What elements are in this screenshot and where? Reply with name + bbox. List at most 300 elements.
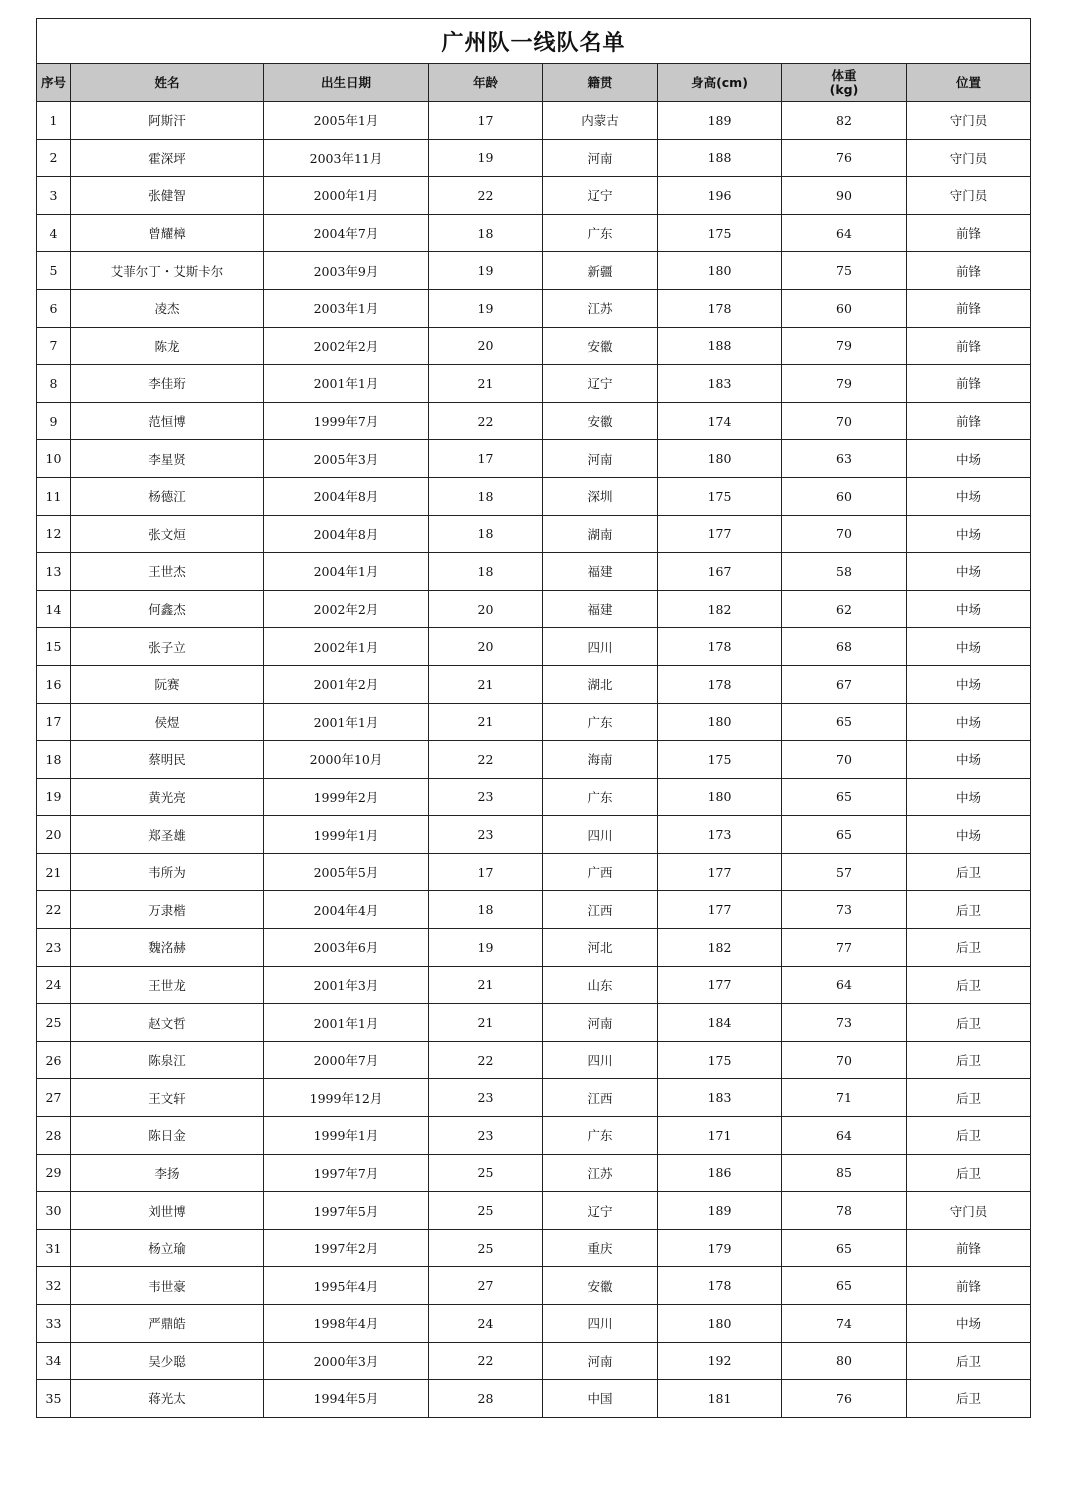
cell-height: 188 [658,139,782,177]
cell-position: 中场 [907,477,1031,515]
cell-name: 黄光亮 [71,778,264,816]
col-header-weight [782,64,907,102]
cell-weight: 74 [782,1305,907,1343]
cell-index: 33 [37,1305,71,1343]
cell-weight: 70 [782,515,907,553]
cell-hometown: 新疆 [543,252,658,290]
cell-name: 阮赛 [71,665,264,703]
cell-index: 5 [37,252,71,290]
table-row [37,1004,1031,1042]
cell-age: 25 [429,1229,543,1267]
cell-position: 中场 [907,778,1031,816]
table-row [37,590,1031,628]
cell-index: 4 [37,214,71,252]
cell-weight: 90 [782,177,907,215]
roster-table [36,18,1031,1418]
cell-index: 23 [37,929,71,967]
cell-position: 中场 [907,440,1031,478]
cell-birthdate: 1997年7月 [264,1154,429,1192]
cell-weight: 76 [782,139,907,177]
cell-hometown: 广西 [543,853,658,891]
cell-height: 178 [658,628,782,666]
cell-position: 后卫 [907,929,1031,967]
cell-birthdate: 2001年1月 [264,365,429,403]
cell-index: 30 [37,1192,71,1230]
cell-age: 18 [429,891,543,929]
cell-name: 严鼎皓 [71,1305,264,1343]
cell-age: 24 [429,1305,543,1343]
table-row [37,402,1031,440]
cell-name: 阿斯汗 [71,102,264,140]
cell-hometown: 福建 [543,553,658,591]
cell-weight: 65 [782,816,907,854]
cell-age: 22 [429,402,543,440]
cell-position: 中场 [907,816,1031,854]
cell-index: 26 [37,1041,71,1079]
cell-position: 中场 [907,553,1031,591]
cell-height: 181 [658,1380,782,1418]
cell-name: 刘世博 [71,1192,264,1230]
cell-weight: 57 [782,853,907,891]
cell-weight: 67 [782,665,907,703]
cell-weight: 71 [782,1079,907,1117]
cell-name: 杨立瑜 [71,1229,264,1267]
cell-position: 前锋 [907,1267,1031,1305]
cell-position: 前锋 [907,289,1031,327]
cell-age: 21 [429,1004,543,1042]
cell-index: 12 [37,515,71,553]
cell-weight: 77 [782,929,907,967]
cell-position: 中场 [907,515,1031,553]
cell-name: 万隶楷 [71,891,264,929]
col-header-weight-line2: (kg) [829,81,859,97]
cell-hometown: 湖南 [543,515,658,553]
cell-index: 20 [37,816,71,854]
cell-index: 14 [37,590,71,628]
cell-hometown: 广东 [543,778,658,816]
table-row [37,1041,1031,1079]
cell-weight: 75 [782,252,907,290]
cell-hometown: 山东 [543,966,658,1004]
cell-weight: 70 [782,741,907,779]
table-row [37,1229,1031,1267]
cell-height: 183 [658,1079,782,1117]
cell-weight: 73 [782,891,907,929]
col-header-weight-line1: 体重 [831,67,857,83]
cell-age: 20 [429,590,543,628]
cell-hometown: 四川 [543,816,658,854]
cell-height: 183 [658,365,782,403]
cell-age: 21 [429,365,543,403]
cell-name: 李佳珩 [71,365,264,403]
cell-weight: 76 [782,1380,907,1418]
cell-weight: 60 [782,289,907,327]
cell-hometown: 内蒙古 [543,102,658,140]
col-header-birthdate: 出生日期 [264,64,429,102]
cell-index: 25 [37,1004,71,1042]
cell-weight: 73 [782,1004,907,1042]
cell-position: 前锋 [907,252,1031,290]
cell-hometown: 河南 [543,1004,658,1042]
cell-name: 郑圣雄 [71,816,264,854]
cell-birthdate: 1997年2月 [264,1229,429,1267]
table-row [37,665,1031,703]
cell-age: 17 [429,853,543,891]
cell-height: 173 [658,816,782,854]
cell-height: 180 [658,440,782,478]
cell-age: 19 [429,289,543,327]
cell-birthdate: 2003年11月 [264,139,429,177]
cell-hometown: 四川 [543,1041,658,1079]
cell-weight: 65 [782,778,907,816]
cell-position: 后卫 [907,853,1031,891]
cell-birthdate: 2001年1月 [264,1004,429,1042]
cell-height: 182 [658,929,782,967]
cell-position: 后卫 [907,1079,1031,1117]
cell-name: 张子立 [71,628,264,666]
cell-age: 18 [429,553,543,591]
cell-index: 21 [37,853,71,891]
table-row [37,177,1031,215]
table-row [37,440,1031,478]
cell-height: 178 [658,1267,782,1305]
cell-position: 后卫 [907,1004,1031,1042]
cell-weight: 64 [782,214,907,252]
table-row [37,1267,1031,1305]
table-row [37,778,1031,816]
cell-birthdate: 1994年5月 [264,1380,429,1418]
col-header-index: 序号 [37,64,71,102]
table-row [37,477,1031,515]
table-row [37,553,1031,591]
cell-index: 1 [37,102,71,140]
cell-hometown: 辽宁 [543,365,658,403]
cell-hometown: 辽宁 [543,1192,658,1230]
cell-index: 35 [37,1380,71,1418]
cell-position: 后卫 [907,1154,1031,1192]
cell-name: 霍深坪 [71,139,264,177]
cell-index: 2 [37,139,71,177]
table-row [37,816,1031,854]
cell-weight: 82 [782,102,907,140]
cell-index: 8 [37,365,71,403]
cell-age: 19 [429,139,543,177]
cell-position: 守门员 [907,102,1031,140]
cell-height: 175 [658,1041,782,1079]
cell-position: 后卫 [907,966,1031,1004]
cell-hometown: 广东 [543,703,658,741]
cell-age: 20 [429,327,543,365]
cell-weight: 58 [782,553,907,591]
cell-position: 前锋 [907,402,1031,440]
cell-age: 23 [429,816,543,854]
cell-height: 189 [658,1192,782,1230]
cell-hometown: 河南 [543,440,658,478]
col-header-age: 年龄 [429,64,543,102]
cell-hometown: 辽宁 [543,177,658,215]
cell-weight: 64 [782,966,907,1004]
cell-index: 28 [37,1117,71,1155]
cell-position: 中场 [907,590,1031,628]
cell-height: 174 [658,402,782,440]
table-row [37,1154,1031,1192]
table-row [37,515,1031,553]
cell-index: 9 [37,402,71,440]
table-row [37,1079,1031,1117]
cell-birthdate: 1999年1月 [264,816,429,854]
cell-position: 中场 [907,1305,1031,1343]
cell-age: 18 [429,214,543,252]
cell-name: 蒋光太 [71,1380,264,1418]
cell-birthdate: 2002年1月 [264,628,429,666]
cell-index: 34 [37,1342,71,1380]
cell-name: 凌杰 [71,289,264,327]
table-row [37,853,1031,891]
cell-height: 171 [658,1117,782,1155]
table-body [37,102,1031,1418]
cell-weight: 80 [782,1342,907,1380]
cell-position: 后卫 [907,1041,1031,1079]
cell-position: 守门员 [907,139,1031,177]
cell-birthdate: 2000年3月 [264,1342,429,1380]
cell-height: 182 [658,590,782,628]
cell-age: 23 [429,1117,543,1155]
header-row [37,64,1031,102]
cell-index: 24 [37,966,71,1004]
cell-age: 28 [429,1380,543,1418]
cell-weight: 65 [782,1229,907,1267]
cell-name: 王文轩 [71,1079,264,1117]
cell-name: 赵文哲 [71,1004,264,1042]
cell-birthdate: 2004年4月 [264,891,429,929]
cell-hometown: 四川 [543,1305,658,1343]
cell-hometown: 深圳 [543,477,658,515]
cell-index: 15 [37,628,71,666]
cell-height: 178 [658,289,782,327]
cell-height: 177 [658,966,782,1004]
cell-birthdate: 1995年4月 [264,1267,429,1305]
table-row [37,1380,1031,1418]
cell-position: 前锋 [907,214,1031,252]
cell-weight: 60 [782,477,907,515]
cell-index: 32 [37,1267,71,1305]
cell-age: 17 [429,102,543,140]
cell-weight: 85 [782,1154,907,1192]
cell-height: 180 [658,252,782,290]
cell-birthdate: 2000年1月 [264,177,429,215]
cell-position: 前锋 [907,327,1031,365]
cell-name: 王世杰 [71,553,264,591]
table-row [37,365,1031,403]
cell-age: 18 [429,477,543,515]
cell-weight: 79 [782,327,907,365]
table-row [37,1342,1031,1380]
cell-height: 175 [658,477,782,515]
cell-hometown: 江西 [543,891,658,929]
cell-hometown: 广东 [543,1117,658,1155]
cell-position: 后卫 [907,1380,1031,1418]
cell-index: 11 [37,477,71,515]
table-row [37,929,1031,967]
cell-name: 韦世豪 [71,1267,264,1305]
cell-weight: 78 [782,1192,907,1230]
cell-hometown: 安徽 [543,327,658,365]
cell-hometown: 河南 [543,139,658,177]
cell-age: 25 [429,1192,543,1230]
cell-height: 180 [658,1305,782,1343]
table-row [37,741,1031,779]
cell-weight: 64 [782,1117,907,1155]
cell-age: 27 [429,1267,543,1305]
cell-index: 10 [37,440,71,478]
cell-birthdate: 2005年1月 [264,102,429,140]
col-header-name: 姓名 [71,64,264,102]
cell-age: 19 [429,929,543,967]
cell-hometown: 江苏 [543,289,658,327]
cell-index: 17 [37,703,71,741]
table-row [37,891,1031,929]
cell-height: 186 [658,1154,782,1192]
col-header-hometown: 籍贯 [543,64,658,102]
cell-birthdate: 1999年1月 [264,1117,429,1155]
cell-age: 23 [429,1079,543,1117]
table-row [37,252,1031,290]
cell-birthdate: 2004年1月 [264,553,429,591]
cell-name: 陈日金 [71,1117,264,1155]
cell-age: 18 [429,515,543,553]
cell-weight: 65 [782,703,907,741]
cell-weight: 68 [782,628,907,666]
cell-birthdate: 2005年5月 [264,853,429,891]
table-row [37,102,1031,140]
cell-hometown: 重庆 [543,1229,658,1267]
cell-hometown: 福建 [543,590,658,628]
cell-height: 192 [658,1342,782,1380]
cell-hometown: 安徽 [543,402,658,440]
cell-age: 19 [429,252,543,290]
cell-birthdate: 2002年2月 [264,590,429,628]
cell-age: 23 [429,778,543,816]
cell-height: 177 [658,515,782,553]
cell-age: 20 [429,628,543,666]
cell-position: 中场 [907,628,1031,666]
cell-height: 167 [658,553,782,591]
cell-height: 175 [658,741,782,779]
cell-index: 3 [37,177,71,215]
cell-birthdate: 2001年1月 [264,703,429,741]
cell-birthdate: 2000年7月 [264,1041,429,1079]
cell-name: 李扬 [71,1154,264,1192]
cell-height: 179 [658,1229,782,1267]
cell-age: 22 [429,177,543,215]
cell-position: 后卫 [907,1117,1031,1155]
cell-name: 蔡明民 [71,741,264,779]
table-row [37,966,1031,1004]
cell-index: 19 [37,778,71,816]
cell-birthdate: 1999年7月 [264,402,429,440]
cell-age: 17 [429,440,543,478]
cell-index: 18 [37,741,71,779]
cell-name: 艾菲尔丁・艾斯卡尔 [71,252,264,290]
cell-index: 6 [37,289,71,327]
cell-age: 25 [429,1154,543,1192]
table-row [37,1305,1031,1343]
cell-position: 守门员 [907,177,1031,215]
sheet-title: 广州队一线队名单 [37,19,1031,64]
cell-height: 180 [658,703,782,741]
cell-weight: 79 [782,365,907,403]
cell-height: 180 [658,778,782,816]
cell-age: 21 [429,966,543,1004]
cell-birthdate: 1997年5月 [264,1192,429,1230]
cell-position: 中场 [907,741,1031,779]
cell-hometown: 中国 [543,1380,658,1418]
table-row [37,628,1031,666]
cell-birthdate: 2004年8月 [264,477,429,515]
cell-name: 魏洺赫 [71,929,264,967]
cell-index: 16 [37,665,71,703]
cell-hometown: 江西 [543,1079,658,1117]
col-header-height: 身高(cm) [658,64,782,102]
cell-name: 陈龙 [71,327,264,365]
cell-height: 189 [658,102,782,140]
cell-birthdate: 2000年10月 [264,741,429,779]
cell-hometown: 广东 [543,214,658,252]
cell-weight: 70 [782,1041,907,1079]
cell-birthdate: 1999年2月 [264,778,429,816]
cell-age: 22 [429,1041,543,1079]
cell-birthdate: 2001年3月 [264,966,429,1004]
cell-birthdate: 2001年2月 [264,665,429,703]
cell-index: 29 [37,1154,71,1192]
cell-index: 31 [37,1229,71,1267]
cell-age: 22 [429,1342,543,1380]
cell-name: 张文烜 [71,515,264,553]
table-row [37,1192,1031,1230]
cell-height: 196 [658,177,782,215]
cell-birthdate: 2003年1月 [264,289,429,327]
table-row [37,139,1031,177]
cell-weight: 63 [782,440,907,478]
cell-index: 27 [37,1079,71,1117]
cell-position: 中场 [907,665,1031,703]
cell-name: 何鑫杰 [71,590,264,628]
cell-hometown: 河北 [543,929,658,967]
cell-birthdate: 1999年12月 [264,1079,429,1117]
cell-weight: 65 [782,1267,907,1305]
cell-hometown: 江苏 [543,1154,658,1192]
cell-position: 前锋 [907,1229,1031,1267]
cell-hometown: 安徽 [543,1267,658,1305]
cell-birthdate: 2004年8月 [264,515,429,553]
cell-name: 王世龙 [71,966,264,1004]
title-row [37,19,1031,64]
cell-name: 韦所为 [71,853,264,891]
cell-position: 后卫 [907,1342,1031,1380]
table-row [37,327,1031,365]
cell-hometown: 四川 [543,628,658,666]
cell-position: 前锋 [907,365,1031,403]
table-row [37,703,1031,741]
cell-name: 杨德江 [71,477,264,515]
cell-hometown: 海南 [543,741,658,779]
cell-age: 21 [429,665,543,703]
cell-age: 22 [429,741,543,779]
cell-index: 22 [37,891,71,929]
cell-name: 张健智 [71,177,264,215]
col-header-position: 位置 [907,64,1031,102]
table-row [37,289,1031,327]
